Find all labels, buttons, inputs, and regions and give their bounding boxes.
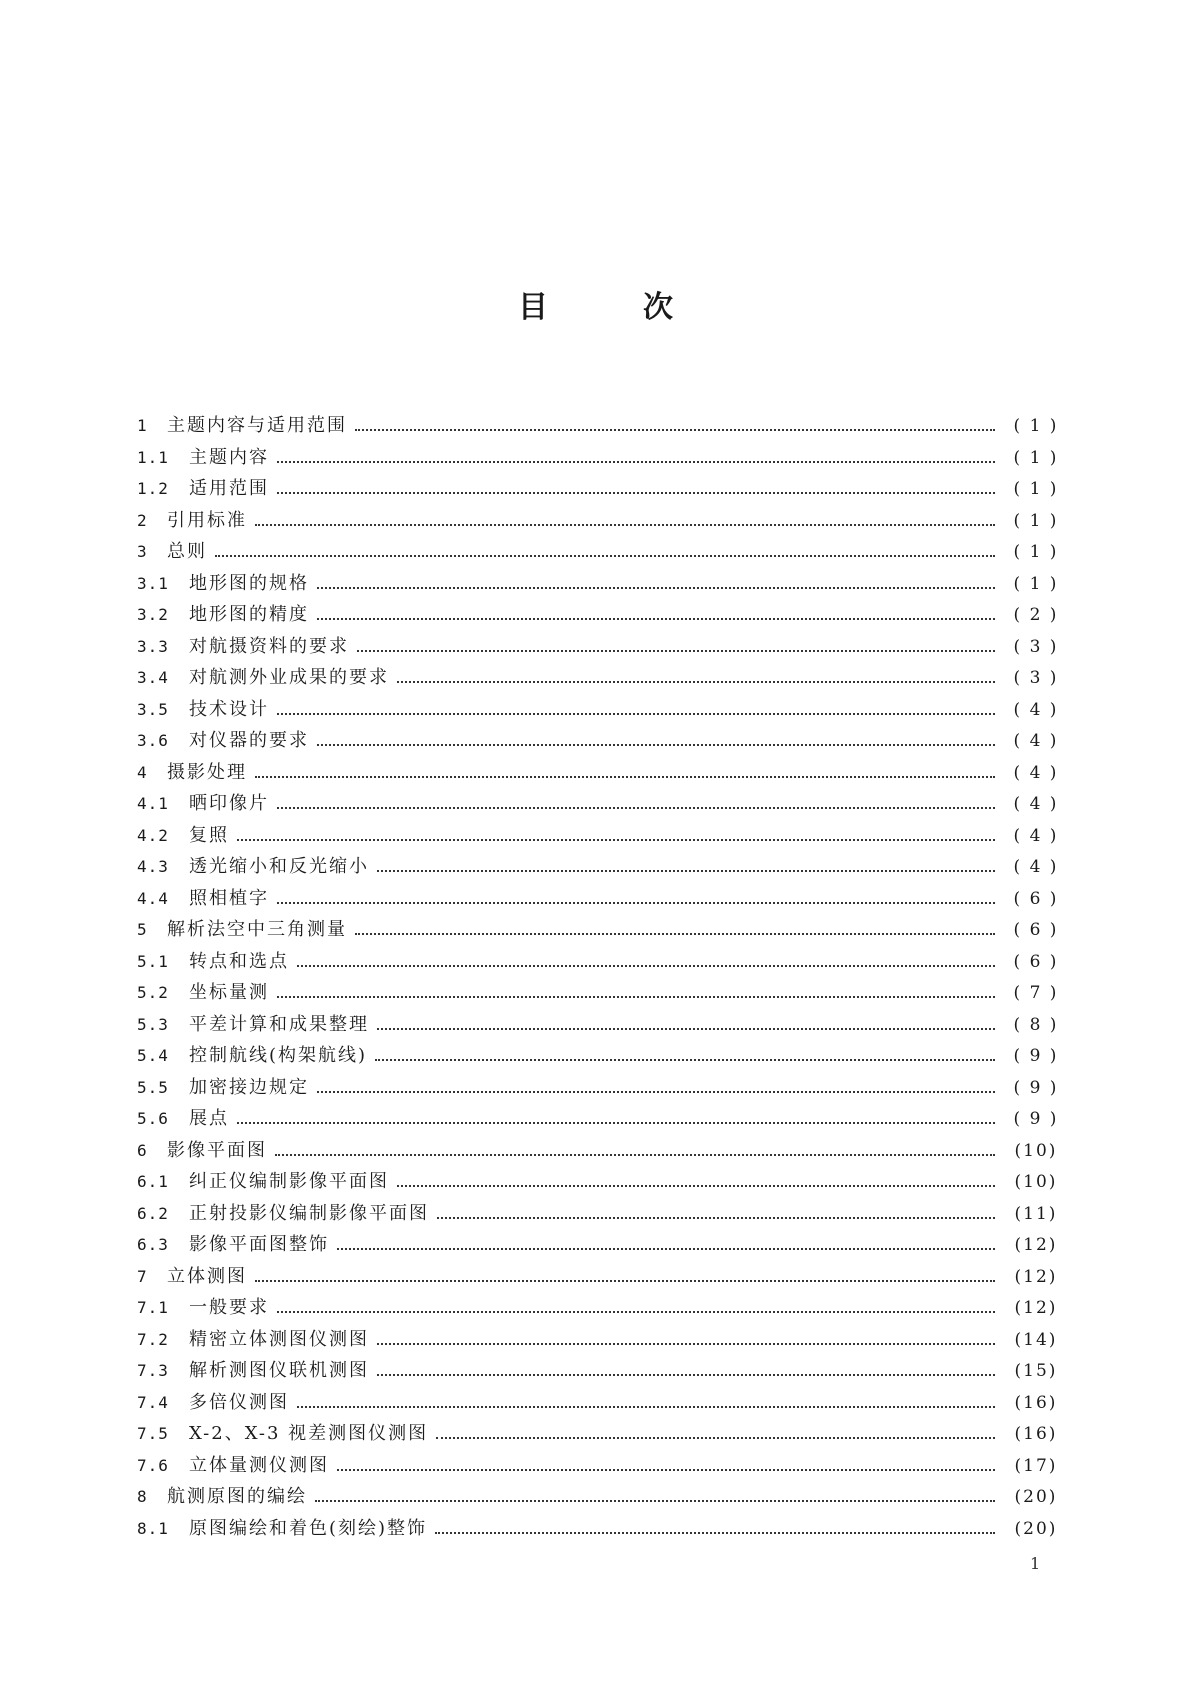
toc-entry-title: 技术设计 [189,698,269,720]
toc-entry[interactable] [137,1292,1063,1324]
toc-entry-number: 7 [137,1266,148,1286]
toc-dot-leader [375,1059,995,1061]
toc-entry-number: 5 [137,920,148,939]
toc-entry-page: (12) [1014,1298,1058,1318]
toc-entry-title: 摄影处理 [167,761,247,783]
toc-entry-title: 影像平面图 [167,1139,267,1161]
toc-entry-page: ( 3 ) [1013,668,1059,688]
toc-entry-number: 5.4 [137,1046,169,1065]
toc-entry-page: ( 2 ) [1013,605,1059,625]
toc-entry-page: (12) [1014,1235,1058,1255]
toc-entry-page: (14) [1014,1329,1058,1350]
toc-entry-number: 6.2 [137,1203,169,1223]
toc-entry[interactable] [137,505,1063,537]
toc-entry[interactable] [137,1166,1063,1198]
toc-dot-leader [355,933,995,935]
toc-dot-leader [255,776,995,778]
toc-entry-title: 加密接边规定 [189,1076,309,1098]
toc-entry-page: (17) [1014,1455,1058,1476]
toc-entry[interactable] [137,883,1063,915]
toc-entry-page: (20) [1014,1518,1058,1539]
toc-entry-page: ( 8 ) [1013,1014,1059,1035]
toc-entry[interactable] [137,1481,1063,1513]
toc-entry-number: 5.2 [137,983,169,1002]
toc-entry-title: 展点 [189,1108,229,1129]
toc-entry-page: (10) [1014,1172,1058,1192]
toc-dot-leader [297,965,995,967]
toc-entry[interactable] [137,1103,1063,1135]
toc-entry-number: 7.2 [137,1329,169,1349]
toc-entry-title: 立体量测仪测图 [189,1454,329,1476]
toc-entry-page: ( 4 ) [1013,731,1059,751]
toc-entry[interactable] [137,1009,1063,1041]
toc-entry-number: 3.3 [137,636,169,656]
toc-entry-number: 4.3 [137,857,169,876]
toc-dot-leader [315,1500,995,1502]
toc-dot-leader [277,713,995,715]
toc-entry[interactable] [137,1040,1063,1072]
toc-entry-title: 主题内容 [189,446,269,468]
toc-entry-title: 照相植字 [189,887,269,909]
toc-entry-page: ( 1 ) [1013,479,1059,499]
toc-dot-leader [377,1028,995,1030]
toc-dot-leader [437,1217,995,1219]
toc-entry-title: 精密立体测图仪测图 [189,1328,369,1350]
toc-dot-leader [397,1185,995,1187]
toc-dot-leader [337,1469,995,1471]
toc-dot-leader [317,744,995,746]
toc-entry[interactable] [137,1450,1063,1482]
toc-entry-number: 1.1 [137,447,169,467]
toc-entry[interactable] [137,1072,1063,1104]
toc-dot-leader [237,1122,995,1124]
toc-entry-number: 7.1 [137,1298,169,1317]
toc-entry-title: 转点和选点 [189,950,289,972]
toc-entry-title: 适用范围 [189,478,269,499]
title-part-2: 次 [643,290,673,326]
toc-entry[interactable] [137,410,1063,442]
toc-entry-page: ( 4 ) [1013,825,1059,846]
toc-entry-page: ( 9 ) [1013,1046,1059,1066]
toc-entry-number: 7.5 [137,1424,169,1443]
toc-dot-leader [317,587,995,589]
toc-entry[interactable] [137,536,1063,568]
toc-dot-leader [277,461,995,463]
toc-entry-title: 晒印像片 [189,793,269,814]
toc-dot-leader [277,807,995,809]
toc-entry-number: 6.1 [137,1172,169,1191]
toc-dot-leader [277,902,995,904]
toc-entry-number: 3.4 [137,668,169,687]
toc-entry-number: 6.3 [137,1235,169,1254]
toc-entry-title: 复照 [189,824,229,846]
toc-entry-page: (12) [1014,1266,1058,1287]
toc-entry-page: ( 4 ) [1013,857,1059,877]
toc-entry-page: (15) [1014,1361,1058,1381]
toc-entry-title: 解析法空中三角测量 [167,919,347,940]
toc-entry-title: X-2、X-3 视差测图仪测图 [189,1423,429,1444]
toc-dot-leader [357,650,995,652]
toc-dot-leader [215,555,995,557]
toc-entry-page: (16) [1014,1392,1058,1413]
toc-entry-number: 5.1 [137,951,169,971]
toc-dot-leader [255,1280,995,1282]
toc-entry[interactable] [137,473,1063,505]
toc-entry-number: 8.1 [137,1518,169,1538]
table-of-contents [137,410,1063,1544]
toc-dot-leader [377,1374,995,1376]
toc-entry[interactable] [137,820,1063,852]
toc-entry-title: 地形图的规格 [189,572,309,594]
toc-entry[interactable] [137,914,1063,946]
toc-entry[interactable] [137,694,1063,726]
toc-dot-leader [255,524,995,526]
toc-entry-title: 一般要求 [189,1297,269,1318]
toc-entry-number: 3.1 [137,573,169,593]
toc-dot-leader [337,1248,995,1250]
toc-entry[interactable] [137,725,1063,757]
toc-entry-title: 透光缩小和反光缩小 [189,856,369,877]
toc-entry-title: 解析测图仪联机测图 [189,1360,369,1381]
toc-entry[interactable] [137,1387,1063,1419]
toc-entry-page: ( 6 ) [1013,951,1059,972]
toc-entry-number: 1.2 [137,479,169,498]
toc-entry[interactable] [137,1229,1063,1261]
toc-entry-number: 3 [137,542,148,561]
toc-entry-title: 地形图的精度 [189,604,309,625]
toc-entry[interactable] [137,1135,1063,1167]
toc-entry-number: 8 [137,1487,148,1506]
toc-entry-title: 立体测图 [167,1265,247,1287]
toc-entry-page: ( 1 ) [1013,542,1059,562]
toc-dot-leader [317,618,995,620]
toc-dot-leader [435,1532,995,1534]
toc-entry-page: ( 3 ) [1013,636,1059,657]
toc-entry-page: ( 6 ) [1013,920,1059,940]
toc-entry-title: 航测原图的编绘 [167,1486,307,1507]
toc-entry-title: 多倍仪测图 [189,1391,289,1413]
toc-entry-number: 4.2 [137,825,169,845]
toc-entry-page: ( 4 ) [1013,794,1059,814]
toc-entry-number: 7.4 [137,1392,169,1412]
toc-entry-title: 平差计算和成果整理 [189,1013,369,1035]
toc-dot-leader [275,1154,995,1156]
toc-entry-number: 4 [137,762,148,782]
toc-entry-title: 对航测外业成果的要求 [189,667,389,688]
toc-entry[interactable] [137,631,1063,663]
toc-entry-page: (20) [1014,1487,1058,1507]
toc-entry-title: 坐标量测 [189,982,269,1003]
toc-entry-page: ( 1 ) [1013,573,1059,594]
toc-dot-leader [297,1406,995,1408]
toc-entry[interactable] [137,788,1063,820]
toc-entry[interactable] [137,599,1063,631]
toc-entry-number: 5.3 [137,1014,169,1034]
toc-entry-number: 5.5 [137,1077,169,1097]
toc-entry-number: 7.3 [137,1361,169,1380]
toc-entry-page: ( 9 ) [1013,1109,1059,1129]
toc-entry[interactable] [137,662,1063,694]
toc-entry[interactable] [137,946,1063,978]
toc-dot-leader [277,1311,995,1313]
toc-entry-page: ( 7 ) [1013,983,1059,1003]
toc-dot-leader [377,870,995,872]
toc-entry-title: 影像平面图整饰 [189,1234,329,1255]
toc-entry[interactable] [137,1261,1063,1293]
toc-entry-page: ( 1 ) [1013,447,1059,468]
toc-entry-number: 3.2 [137,605,169,624]
toc-entry-page: ( 1 ) [1013,510,1059,531]
toc-entry-page: (10) [1014,1140,1058,1161]
toc-entry-title: 纠正仪编制影像平面图 [189,1171,389,1192]
toc-entry-number: 7.6 [137,1455,169,1475]
toc-entry-title: 原图编绘和着色(刻绘)整饰 [189,1517,428,1539]
toc-entry[interactable] [137,1513,1063,1545]
toc-dot-leader [355,429,995,431]
toc-entry-number: 4.4 [137,888,169,908]
toc-entry[interactable] [137,1198,1063,1230]
toc-dot-leader [277,492,995,494]
toc-entry-number: 3.5 [137,699,169,719]
toc-entry[interactable] [137,1355,1063,1387]
toc-entry-title: 控制航线(构架航线) [189,1045,368,1066]
toc-entry[interactable] [137,1418,1063,1450]
toc-entry-page: (16) [1014,1424,1058,1444]
toc-dot-leader [317,1091,995,1093]
toc-entry-page: ( 6 ) [1013,888,1059,909]
toc-dot-leader [277,996,995,998]
page-number: 1 [1030,1554,1041,1573]
toc-entry-number: 2 [137,510,148,530]
toc-entry-page: ( 4 ) [1013,762,1059,783]
toc-entry-number: 4.1 [137,794,169,813]
toc-entry[interactable] [137,442,1063,474]
toc-entry-title: 总则 [167,541,207,562]
toc-entry-page: ( 4 ) [1013,699,1059,720]
toc-entry-page: (11) [1014,1203,1058,1224]
toc-entry-title: 正射投影仪编制影像平面图 [189,1202,429,1224]
toc-entry-title: 引用标准 [167,509,247,531]
toc-entry-title: 主题内容与适用范围 [167,415,347,436]
toc-dot-leader [377,1343,995,1345]
toc-dot-leader [237,839,995,841]
toc-entry[interactable] [137,757,1063,789]
toc-entry[interactable] [137,851,1063,883]
toc-entry[interactable] [137,977,1063,1009]
toc-dot-leader [436,1437,995,1439]
toc-entry-title: 对航摄资料的要求 [189,635,349,657]
toc-entry-page: ( 9 ) [1013,1077,1059,1098]
toc-dot-leader [397,681,995,683]
toc-entry-title: 对仪器的要求 [189,730,309,751]
toc-entry[interactable] [137,568,1063,600]
toc-entry-number: 3.6 [137,731,169,750]
toc-entry-number: 1 [137,416,148,435]
toc-entry-page: ( 1 ) [1013,416,1059,436]
toc-entry[interactable] [137,1324,1063,1356]
title-part-1: 目 [518,290,548,326]
page-title [0,282,1191,326]
toc-entry-number: 5.6 [137,1109,169,1128]
toc-entry-number: 6 [137,1140,148,1160]
